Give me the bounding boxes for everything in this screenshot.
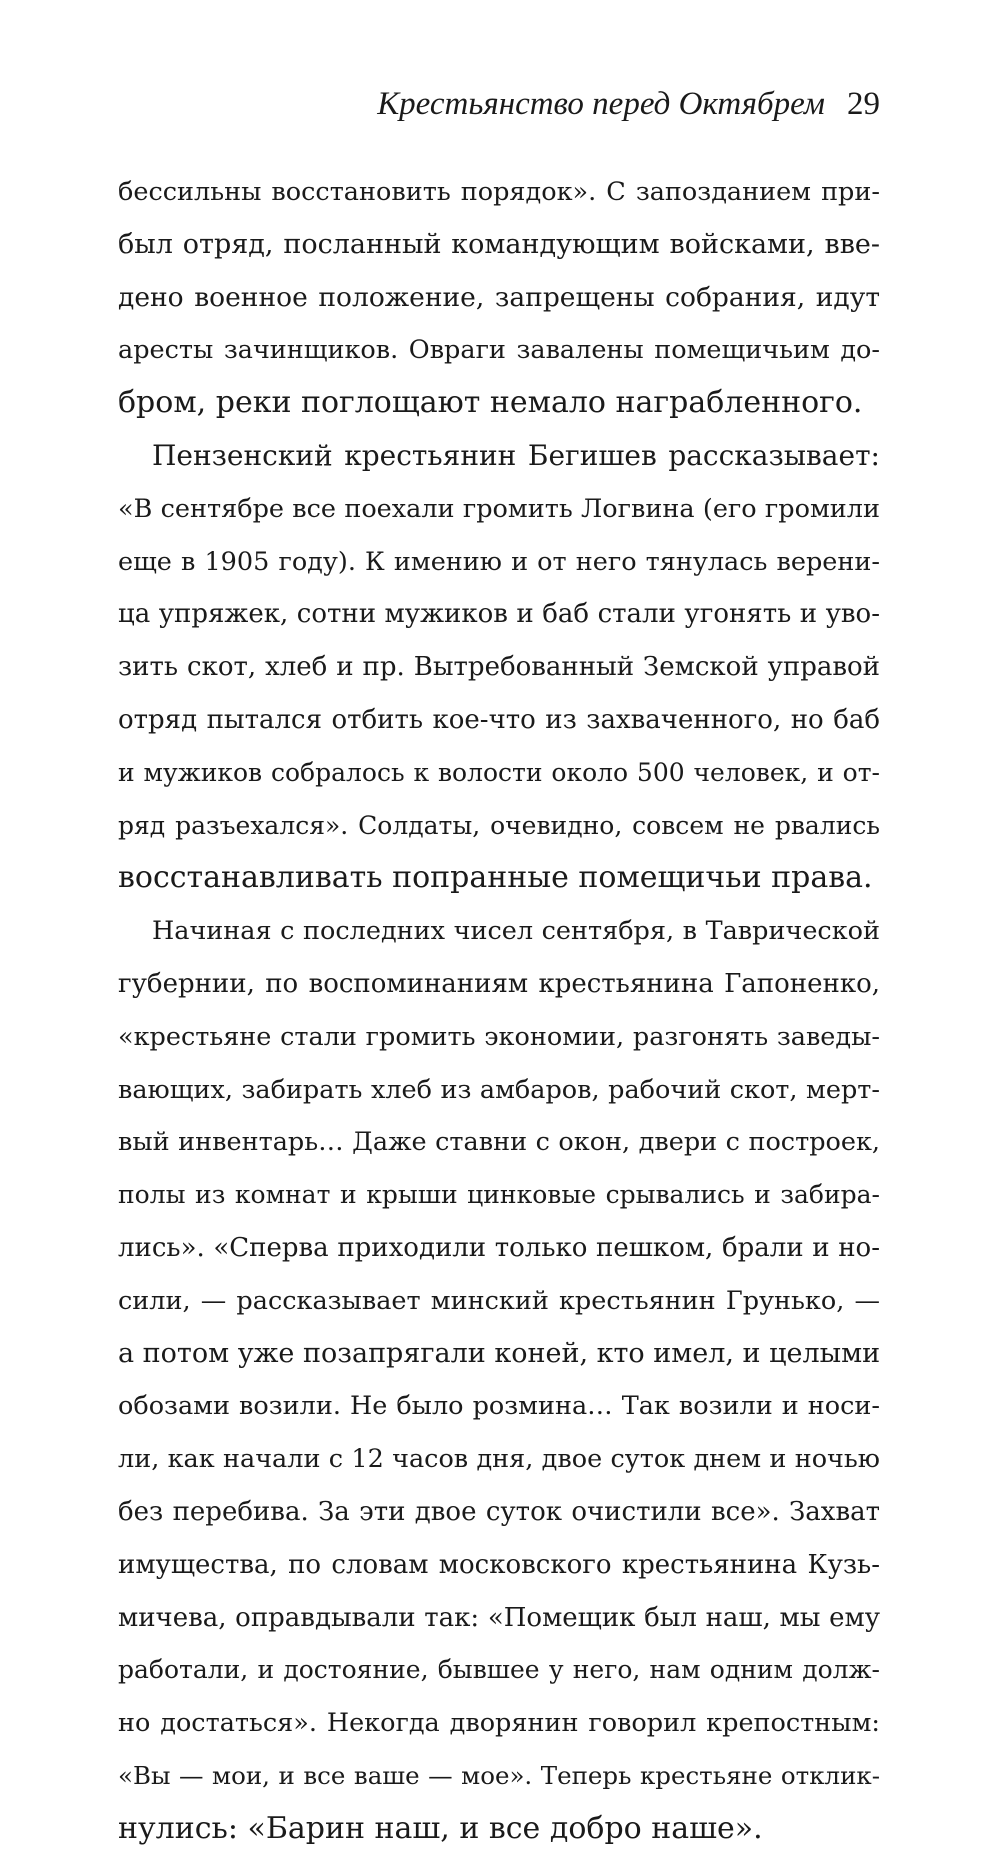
- text-line: ца упряжек, сотни мужиков и баб стали угонять и уво-: [118, 599, 880, 630]
- page-number: 29: [847, 86, 880, 122]
- text-line: нулись: «Барин наш, и все добро наше».: [118, 1810, 763, 1846]
- chapter-title: Крестьянство перед Октябрем: [377, 86, 825, 122]
- text-line: «Вы — мои, и все ваше — мое». Теперь крестьяне отклик-: [118, 1760, 880, 1790]
- text-line: но достаться». Некогда дворянин говорил крепостным:: [118, 1708, 880, 1739]
- text-line: работали, и достояние, бывшее у него, нам одним долж-: [118, 1655, 880, 1685]
- text-line: «крестьяне стали громить экономии, разгонять заведы-: [118, 1021, 880, 1052]
- text-line: восстанавливать попранные помещичьи права.: [118, 860, 873, 896]
- text-line: зить скот, хлеб и пр. Вытребованный Земской управой: [118, 652, 880, 683]
- text-line: был отряд, посланный командующим войсками, вве-: [118, 228, 880, 260]
- text-line: вающих, забирать хлеб из амбаров, рабочий скот, мерт-: [118, 1074, 880, 1105]
- text-line: обозами возили. Не было розмина… Так возили и носи-: [118, 1391, 880, 1422]
- text-line: и мужиков собралось к волости около 500 человек, и от-: [118, 757, 880, 787]
- text-line: Пензенский крестьянин Бегишев рассказывает:: [152, 438, 880, 472]
- text-line: бром, реки поглощают немало награбленного.: [118, 385, 863, 421]
- running-header: [118, 82, 880, 126]
- text-line: губернии, по воспоминаниям крестьянина Гапоненко,: [118, 968, 880, 999]
- text-line: аресты зачинщиков. Овраги завалены помещичьим до-: [118, 335, 880, 366]
- text-line: отряд пытался отбить кое-что из захваченного, но баб: [118, 704, 880, 735]
- text-line: лись». «Сперва приходили только пешком, брали и но-: [118, 1232, 880, 1263]
- text-line: без перебива. За эти двое суток очистили все». Захват: [118, 1496, 880, 1527]
- text-line: еще в 1905 году). К имению и от него тянулась верени-: [118, 546, 880, 577]
- text-line: ряд разъехался». Солдаты, очевидно, совсем не рвались: [118, 810, 880, 840]
- text-line: а потом уже позапрягали коней, кто имел, и целыми: [118, 1337, 881, 1369]
- text-line: Начиная с последних чисел сентября, в Таврической: [152, 916, 880, 947]
- text-line: «В сентябре все поехали громить Логвина (его громили: [118, 493, 880, 524]
- text-line: сили, — рассказывает минский крестьянин Грунько, —: [118, 1285, 880, 1316]
- text-line: полы из комнат и крыши цинковые срывались и забира-: [118, 1180, 880, 1210]
- text-line: дено военное положение, запрещены собрания, идут: [118, 281, 880, 313]
- text-line: бессильны восстановить порядок». С запозданием при-: [118, 177, 880, 207]
- body-text: [118, 166, 880, 1856]
- text-line: вый инвентарь… Даже ставни с окон, двери с построек,: [118, 1127, 880, 1158]
- text-line: мичева, оправдывали так: «Помещик был наш, мы ему: [118, 1602, 880, 1633]
- text-line: ли, как начали с 12 часов дня, двое суток днем и ночью: [118, 1444, 880, 1475]
- text-line: имущества, по словам московского крестьянина Кузь-: [118, 1549, 880, 1580]
